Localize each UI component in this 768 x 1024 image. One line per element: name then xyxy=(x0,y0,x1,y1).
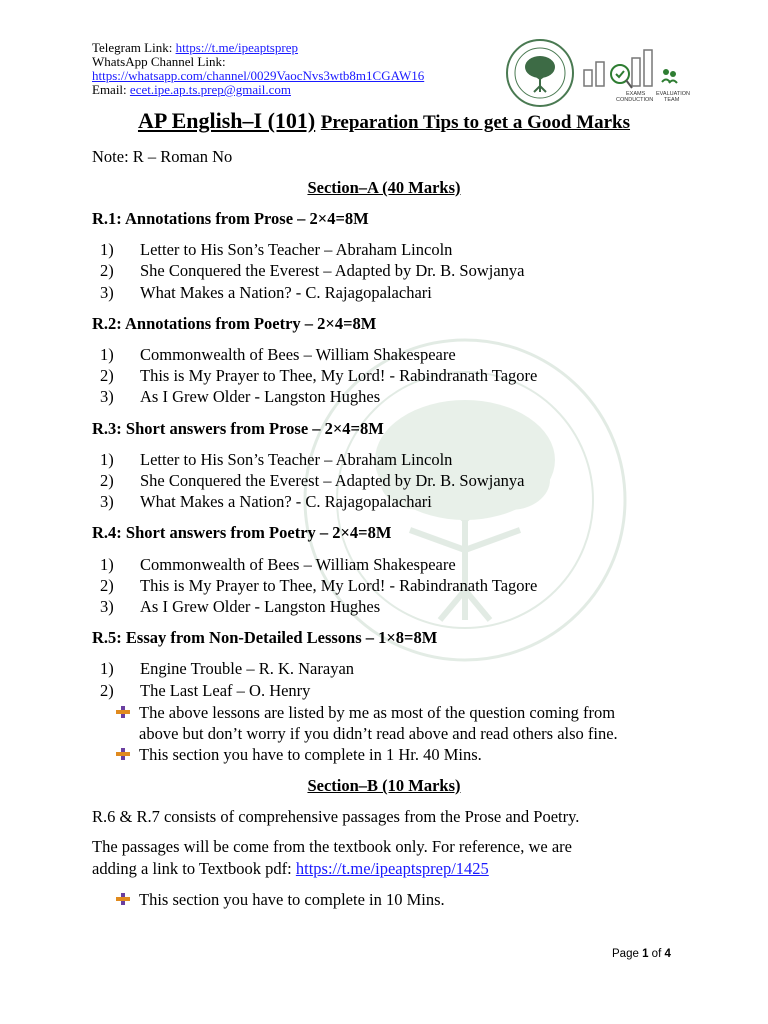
telegram-label: Telegram Link: xyxy=(92,40,176,55)
list-item: 1) Engine Trouble – R. K. Narayan xyxy=(100,659,355,678)
contact-header xyxy=(92,41,424,97)
logo-text-conduction: CONDUCTION xyxy=(616,97,654,103)
section-b-heading: Section–B (10 Marks) xyxy=(307,776,461,795)
email-label: Email: xyxy=(92,82,130,97)
list-item: 2) She Conquered the Everest – Adapted by Dr. B. Sowjanya xyxy=(100,261,525,280)
list-item: 3) As I Grew Older - Langston Hughes xyxy=(100,387,381,406)
title-rest: Preparation Tips to get a Good Marks xyxy=(320,112,631,133)
title-main: AP English–I (101) xyxy=(137,108,316,133)
exams-team-logo-icon xyxy=(576,44,691,104)
list-item: 1) Letter to His Son’s Teacher – Abraham Lincoln xyxy=(100,450,453,469)
r4-heading: R.4: Short answers from Poetry – 2×4=8M xyxy=(92,523,392,542)
list-item: 1) Commonwealth of Bees – William Shakespeare xyxy=(100,555,456,574)
document-page: Telegram Link: https://t.me/ipeaptsprep WhatsApp Channel Link: https://whatsapp.com/channel/0029VaocNvs3wtb8m1CGAW16 Email: ecet.ipe.ap.ts.prep@gmail.com EXAMS CONDUCTION EVALUATION TEAM AP English–I (101) Preparation Tips to get a Good Marks Note: R – Roman No Section–A (40 Marks) R.1: Annotations from Prose – 2×4=8M 1) Letter to His Son’s Teacher – Abraham Lincoln 2) She Conquered the Everest – Adapted by Dr. B. Sowjanya 3) What Makes a Nation? - C. Rajagopalachari R.2: Annotations from Poetry – 2×4=8M 1) Commonwealth of Bees – William Shakespeare 2) This is My Prayer to Thee, My Lord! - Rabindranath Tagore 3) As I Grew Older - Langston Hughes R.3: Short answers from Prose – 2×4=8M 1) Letter to His Son’s Teacher – Abraham Lincoln 2) She Conquered the Everest – Adapted by Dr. B. Sowjanya 3) What Makes a Nation? - C. Rajagopalachari R.4: Short answers from Poetry – 2×4=8M 1) Commonwealth of Bees – William Shakespeare 2) This is My Prayer to Thee, My Lord! - Rabindranath Tagore 3) As I Grew Older - Langston Hughes R.5: Essay from Non-Detailed Lessons – 1×8=8M 1) Engine Trouble – R. K. Narayan 2) The Last Leaf – O. Henry The above lessons are listed by me as most of the question coming from above but don’t worry if you didn’t read above and read others also fine. This section you have to complete in 1 Hr. 40 Mins. Section–B (10 Marks) R.6 & R.7 consists of comprehensive passages from the Prose and Poetry. The passages will be come from the textbook only. For reference, we are adding a link to Textbook pdf: https://t.me/ipeaptsprep/1425 This section you have to complete in 10 Mins. Page 1 of 4 xyxy=(0,0,768,1024)
bullet-plus-icon xyxy=(116,748,130,760)
list-item: 2) The Last Leaf – O. Henry xyxy=(100,681,311,700)
bullet-plus-icon xyxy=(116,893,130,905)
note-text: Note: R – Roman No xyxy=(92,147,233,166)
logo-text-evaluation: EVALUATION xyxy=(656,91,691,97)
tree-seal-logo-icon xyxy=(504,37,576,109)
list-item: 3) What Makes a Nation? - C. Rajagopalachari xyxy=(100,283,432,302)
list-item: 2) This is My Prayer to Thee, My Lord! - Rabindranath Tagore xyxy=(100,576,538,595)
page-number: Page 1 of 4 xyxy=(612,948,671,960)
whatsapp-link[interactable]: https://whatsapp.com/channel/0029VaocNvs3wtb8m1CGAW16 xyxy=(92,68,425,83)
list-item: 1) Letter to His Son’s Teacher – Abraham Lincoln xyxy=(100,240,453,259)
r3-heading: R.3: Short answers from Prose – 2×4=8M xyxy=(92,419,384,438)
email-link[interactable]: ecet.ipe.ap.ts.prep@gmail.com xyxy=(129,82,291,97)
list-item: 1) Commonwealth of Bees – William Shakespeare xyxy=(100,345,456,364)
r1-heading: R.1: Annotations from Prose – 2×4=8M xyxy=(92,209,369,228)
section-b-para-2: The passages will be come from the textbook only. For reference, we are adding a link to Textbook pdf: https://t.me/ipeaptsprep/1425 xyxy=(92,837,572,878)
logo-text-team: TEAM xyxy=(664,97,680,103)
textbook-link[interactable]: https://t.me/ipeaptsprep/1425 xyxy=(295,859,489,878)
whatsapp-label: WhatsApp Channel Link: xyxy=(92,54,226,69)
r5-heading: R.5: Essay from Non-Detailed Lessons – 1×8=8M xyxy=(92,628,438,647)
section-a-heading: Section–A (40 Marks) xyxy=(307,178,461,197)
page-title xyxy=(92,108,676,134)
bullet-plus-icon xyxy=(116,706,130,718)
logo-text-exams: EXAMS xyxy=(626,91,646,97)
section-b-para-1: R.6 & R.7 consists of comprehensive passages from the Prose and Poetry. xyxy=(92,807,580,826)
list-item: 3) As I Grew Older - Langston Hughes xyxy=(100,597,381,616)
list-item: 2) She Conquered the Everest – Adapted by Dr. B. Sowjanya xyxy=(100,471,525,490)
list-item: 2) This is My Prayer to Thee, My Lord! - Rabindranath Tagore xyxy=(100,366,538,385)
r2-heading: R.2: Annotations from Poetry – 2×4=8M xyxy=(92,314,377,333)
list-item: 3) What Makes a Nation? - C. Rajagopalachari xyxy=(100,492,432,511)
telegram-link[interactable]: https://t.me/ipeaptsprep xyxy=(175,40,298,55)
